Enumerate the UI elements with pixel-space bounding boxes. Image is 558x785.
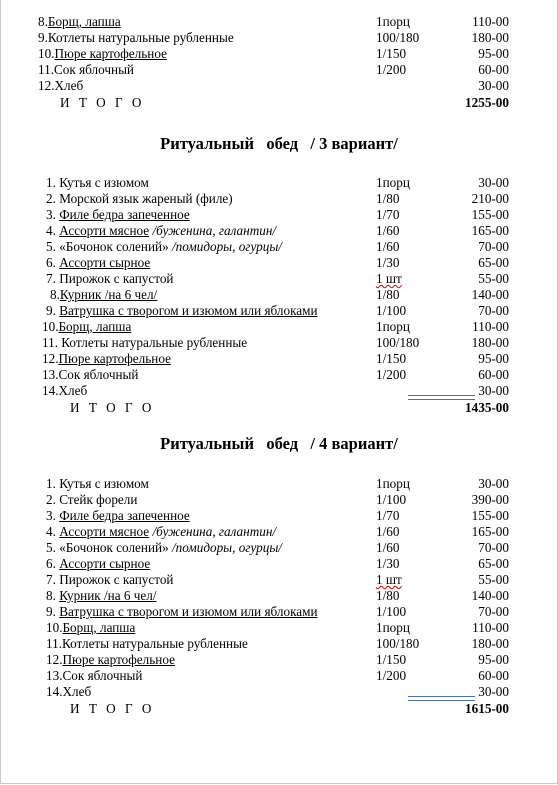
item-price: 60-00 — [478, 62, 509, 77]
list-item: 7. Пирожок с капустой 1 шт 55-00 — [46, 572, 509, 587]
list-item: 2. Стейк форели 1/100 390-00 — [46, 492, 509, 507]
list-item: 11. Котлеты натуральные рубленные 100/180 180-00 — [42, 335, 509, 350]
item-price: 165-00 — [471, 524, 509, 539]
item-name: Борщ, лапша — [58, 319, 132, 334]
item-portion: 100/180 — [376, 30, 420, 45]
item-name: Курник /на 6 чел/ — [59, 287, 158, 302]
item-price: 70-00 — [478, 239, 509, 254]
item-portion: 1порц — [376, 476, 410, 491]
list-item: 10.Пюре картофельное 1/150 95-00 — [38, 46, 509, 61]
section-top — [0, 14, 558, 112]
item-portion: 1 шт — [376, 572, 402, 587]
item-portion: 1/150 — [376, 351, 407, 366]
list-item: 14.Хлеб 30-00 — [46, 684, 509, 699]
item-note: /помидоры, огурцы/ — [171, 239, 282, 254]
list-item: 13.Сок яблочный 1/200 60-00 — [42, 367, 509, 382]
item-portion: 1/30 — [376, 255, 400, 270]
item-portion: 1/200 — [376, 62, 407, 77]
list-item: 9. Ватрушка с творогом и изюмом или яблоками 1/100 70-00 — [46, 303, 509, 318]
item-price: 30-00 — [478, 383, 509, 398]
item-name: Ватрушка с творогом и изюмом или яблоками — [59, 303, 318, 318]
item-name: Сок яблочный — [62, 668, 143, 683]
list-item: 10.Борщ, лапша 1порц 110-00 — [46, 620, 509, 635]
list-item: 5. «Бочонок солений» /помидоры, огурцы/ 1/60 70-00 — [46, 540, 509, 555]
item-price: 65-00 — [478, 556, 509, 571]
item-portion: 1/60 — [376, 540, 400, 555]
total-label: И Т О Г О — [70, 400, 155, 415]
list-item: 6. Ассорти сырное 1/30 65-00 — [46, 255, 509, 270]
item-name: Филе бедра запеченное — [59, 207, 190, 222]
section-variant-4 — [0, 476, 558, 718]
list-item: 3. Филе бедра запеченное 1/70 155-00 — [46, 207, 509, 222]
item-price: 95-00 — [478, 351, 509, 366]
item-portion: 1/150 — [376, 652, 407, 667]
item-price: 60-00 — [478, 367, 509, 382]
item-name: Котлеты натуральные рубленные — [62, 636, 248, 651]
item-price: 60-00 — [478, 668, 509, 683]
list-item: 5. «Бочонок солений» /помидоры, огурцы/ 1/60 70-00 — [46, 239, 509, 254]
total-value: 1615-00 — [465, 701, 509, 716]
item-price: 30-00 — [478, 78, 509, 93]
item-price: 140-00 — [471, 588, 509, 603]
item-price: 155-00 — [471, 508, 509, 523]
item-price: 180-00 — [471, 30, 509, 45]
item-portion: 1/70 — [376, 508, 400, 523]
section-heading: Ритуальный обед / 3 вариант/ — [160, 134, 398, 153]
item-price: 110-00 — [472, 620, 509, 635]
item-price: 95-00 — [478, 46, 509, 61]
item-price: 110-00 — [472, 319, 509, 334]
list-item: 12.Хлеб 30-00 — [38, 78, 509, 93]
item-portion: 1порц — [376, 620, 410, 635]
item-name: Сок яблочный — [58, 367, 139, 382]
list-item: 11.Котлеты натуральные рубленные 100/180 180-00 — [46, 636, 509, 651]
total-value: 1255-00 — [465, 95, 509, 110]
total-row — [0, 94, 558, 112]
item-price: 30-00 — [478, 684, 509, 699]
item-name: Кутья с изюмом — [59, 476, 149, 491]
item-portion: 1/60 — [376, 239, 400, 254]
item-price: 140-00 — [471, 287, 509, 302]
item-price: 30-00 — [478, 476, 509, 491]
item-name: Борщ, лапша — [47, 14, 121, 29]
total-row — [0, 700, 558, 718]
item-name: Котлеты натуральные рубленные — [61, 335, 248, 350]
list-item: 2. Морской язык жареный (филе) 1/80 210-00 — [46, 191, 509, 206]
list-item: 9. Ватрушка с творогом и изюмом или яблоками 1/100 70-00 — [46, 604, 509, 619]
list-item: 8. Курник /на 6 чел/ 1/80 140-00 — [46, 588, 509, 603]
list-item: 8.Курник /на 6 чел/ 1/80 140-00 — [50, 287, 509, 302]
item-name: «Бочонок солений» — [59, 239, 169, 254]
item-name: Филе бедра запеченное — [59, 508, 190, 523]
item-name: Пюре картофельное — [54, 46, 167, 61]
item-price: 180-00 — [471, 636, 509, 651]
item-portion: 1/100 — [376, 604, 407, 619]
item-portion: 1/80 — [376, 287, 400, 302]
item-name: Курник /на 6 чел/ — [59, 588, 157, 603]
item-name: Сок яблочный — [54, 62, 134, 77]
item-note: /буженина, галантин/ — [152, 223, 277, 238]
total-label: И Т О Г О — [60, 95, 145, 110]
total-label: И Т О Г О — [70, 701, 155, 716]
item-portion: 1/150 — [376, 46, 407, 61]
item-portion: 1 шт — [376, 271, 402, 286]
list-item: 14.Хлеб 30-00 — [42, 383, 509, 398]
list-item: 1. Кутья с изюмом 1порц 30-00 — [46, 175, 509, 190]
item-portion: 1/80 — [376, 191, 400, 206]
item-portion: 1/30 — [376, 556, 400, 571]
item-portion: 1/200 — [376, 367, 407, 382]
item-price: 30-00 — [478, 175, 509, 190]
list-item: 1. Кутья с изюмом 1порц 30-00 — [46, 476, 509, 491]
item-price: 110-00 — [472, 14, 509, 29]
item-name: Пирожок с капустой — [59, 271, 174, 286]
item-price: 95-00 — [478, 652, 509, 667]
list-item: 7. Пирожок с капустой 1 шт 55-00 — [46, 271, 509, 286]
item-portion: 1порц — [376, 14, 410, 29]
item-name: Стейк форели — [59, 492, 138, 507]
section-heading: Ритуальный обед / 4 вариант/ — [160, 434, 398, 453]
item-name: Хлеб — [58, 383, 88, 398]
item-price: 180-00 — [471, 335, 509, 350]
item-portion: 100/180 — [376, 335, 420, 350]
item-portion: 1/100 — [376, 303, 407, 318]
list-item: 12.Пюре картофельное 1/150 95-00 — [42, 351, 509, 366]
list-item: 8.Борщ, лапша 1порц 110-00 — [38, 14, 509, 29]
item-price: 390-00 — [471, 492, 509, 507]
item-portion: 1/70 — [376, 207, 400, 222]
item-name: Ассорти сырное — [59, 556, 151, 571]
item-name: Пюре картофельное — [58, 351, 171, 366]
total-row — [0, 399, 558, 417]
item-portion: 1/80 — [376, 588, 400, 603]
item-price: 155-00 — [471, 207, 509, 222]
item-price: 65-00 — [478, 255, 509, 270]
item-name: Кутья с изюмом — [59, 175, 149, 190]
item-name: Хлеб — [54, 78, 84, 93]
list-item: 10.Борщ, лапша 1порц 110-00 — [42, 319, 509, 334]
item-price: 210-00 — [471, 191, 509, 206]
item-portion: 1/60 — [376, 524, 400, 539]
item-name: Котлеты натуральные рубленные — [47, 30, 234, 45]
item-name: Ватрушка с творогом и изюмом или яблоками — [59, 604, 318, 619]
item-note: /буженина, галантин/ — [152, 524, 277, 539]
item-name: Хлеб — [62, 684, 92, 699]
list-item: 12.Пюре картофельное 1/150 95-00 — [46, 652, 509, 667]
list-item: 13.Сок яблочный 1/200 60-00 — [46, 668, 509, 683]
list-item: 4. Ассорти мясное /буженина, галантин/ 1/60 165-00 — [46, 223, 509, 238]
list-item: 3. Филе бедра запеченное 1/70 155-00 — [46, 508, 509, 523]
list-item: 6. Ассорти сырное 1/30 65-00 — [46, 556, 509, 571]
item-portion: 1/60 — [376, 223, 400, 238]
item-portion: 1порц — [376, 319, 410, 334]
list-item: 11.Сок яблочный 1/200 60-00 — [38, 62, 509, 77]
item-name: Ассорти сырное — [59, 255, 151, 270]
item-portion: 100/180 — [376, 636, 420, 651]
item-price: 70-00 — [478, 604, 509, 619]
total-value: 1435-00 — [465, 400, 509, 415]
item-note: /помидоры, огурцы/ — [171, 540, 282, 555]
item-portion: 1/200 — [376, 668, 407, 683]
item-price: 55-00 — [478, 271, 509, 286]
item-name: Пюре картофельное — [62, 652, 175, 667]
list-item: 4. Ассорти мясное /буженина, галантин/ 1/60 165-00 — [46, 524, 509, 539]
item-price: 55-00 — [478, 572, 509, 587]
item-name: Борщ, лапша — [62, 620, 136, 635]
item-portion: 1порц — [376, 175, 410, 190]
item-name: «Бочонок солений» — [59, 540, 169, 555]
item-name: Ассорти мясное — [59, 524, 150, 539]
list-item: 9.Котлеты натуральные рубленные 100/180 180-00 — [38, 30, 509, 45]
item-price: 70-00 — [478, 303, 509, 318]
item-portion: 1/100 — [376, 492, 407, 507]
item-price: 165-00 — [471, 223, 509, 238]
item-name: Пирожок с капустой — [59, 572, 174, 587]
section-variant-3 — [0, 175, 558, 417]
item-price: 70-00 — [478, 540, 509, 555]
item-name: Морской язык жареный (филе) — [59, 191, 233, 206]
item-name: Ассорти мясное — [59, 223, 150, 238]
